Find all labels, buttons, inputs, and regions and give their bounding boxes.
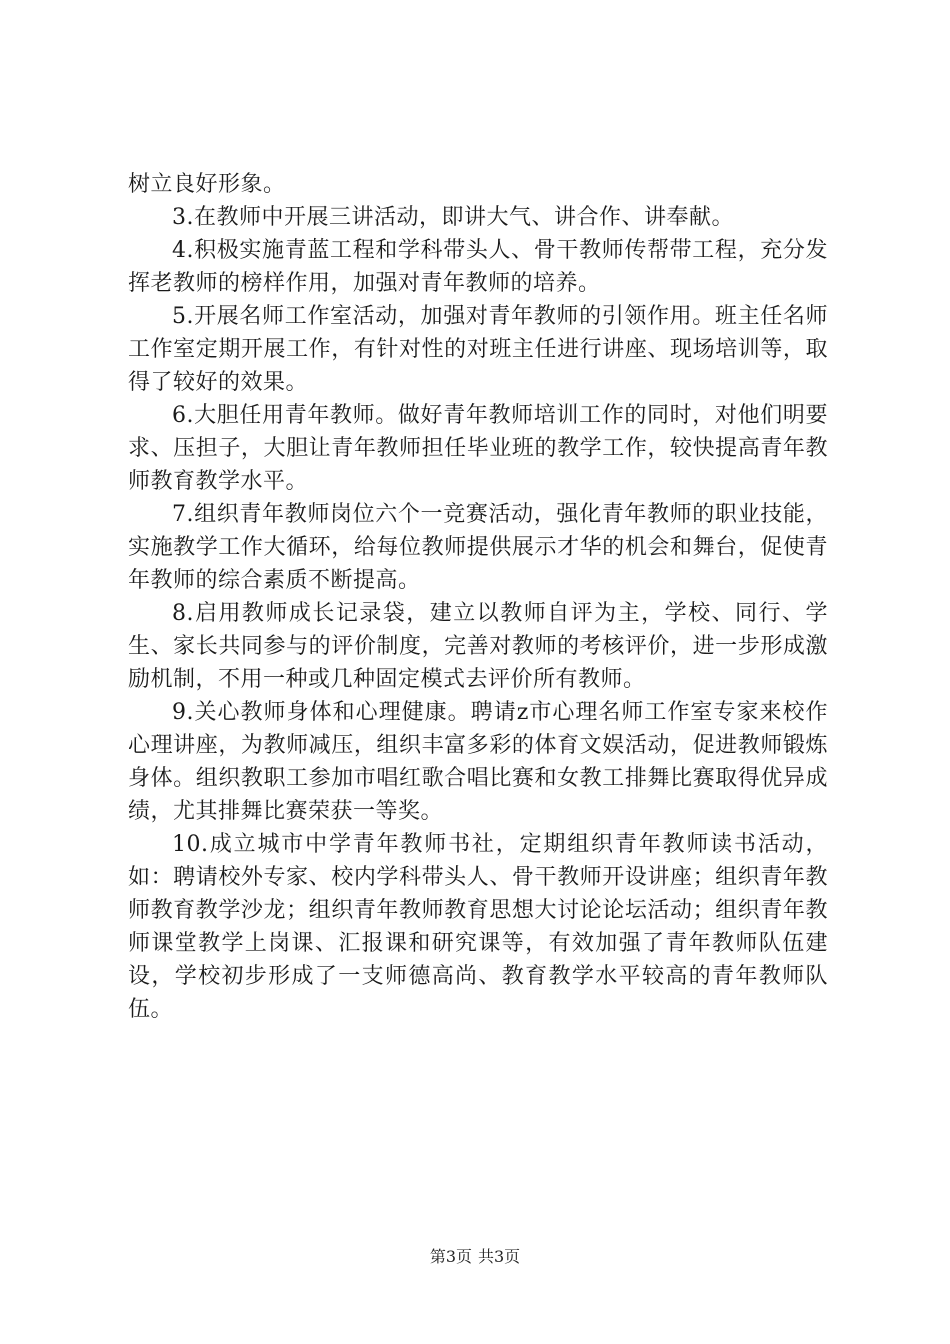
paragraph: 6.大胆任用青年教师。做好青年教师培训工作的同时，对他们明要求、压担子，大胆让青年教师担任毕业班的教学工作，较快提高青年教师教育教学水平。: [128, 403, 828, 494]
paragraph: 5.开展名师工作室活动，加强对青年教师的引领作用。班主任名师工作室定期开展工作，有针对性的对班主任进行讲座、现场培训等，取得了较好的效果。: [128, 304, 828, 395]
paragraph: 9.关心教师身体和心理健康。聘请z市心理名师工作室专家来校作心理讲座，为教师减压，组织丰富多彩的体育文娱活动，促进教师锻炼身体。组织教职工参加市唱红歌合唱比赛和女教工排舞比赛取得优异成绩，尤其排舞比赛荣获一等奖。: [128, 700, 828, 824]
paragraph: 3.在教师中开展三讲活动，即讲大气、讲合作、讲奉献。: [172, 205, 734, 230]
page-total: 共3页: [478, 1247, 521, 1266]
page-footer: [0, 1247, 950, 1267]
paragraph: 10.成立城市中学青年教师书社，定期组织青年教师读书活动，如：聘请校外专家、校内学科带头人、骨干教师开设讲座；组织青年教师教育教学沙龙；组织青年教师教育思想大讨论论坛活动；组织青年教师课堂教学上岗课、汇报课和研究课等，有效加强了青年教师队伍建设，学校初步形成了一支师德高尚、教育教学水平较高的青年教师队伍。: [128, 832, 828, 1022]
document-body: [128, 168, 828, 1026]
paragraph: 7.组织青年教师岗位六个一竞赛活动，强化青年教师的职业技能，实施教学工作大循环，给每位教师提供展示才华的机会和舞台，促使青年教师的综合素质不断提高。: [128, 502, 828, 593]
page-number: 第3页: [429, 1247, 472, 1266]
paragraph: 树立良好形象。: [128, 172, 286, 197]
paragraph: 8.启用教师成长记录袋，建立以教师自评为主，学校、同行、学生、家长共同参与的评价制度，完善对教师的考核评价，进一步形成激励机制，不用一种或几种固定模式去评价所有教师。: [128, 601, 828, 692]
paragraph: 4.积极实施青蓝工程和学科带头人、骨干教师传帮带工程，充分发挥老教师的榜样作用，加强对青年教师的培养。: [128, 238, 828, 296]
